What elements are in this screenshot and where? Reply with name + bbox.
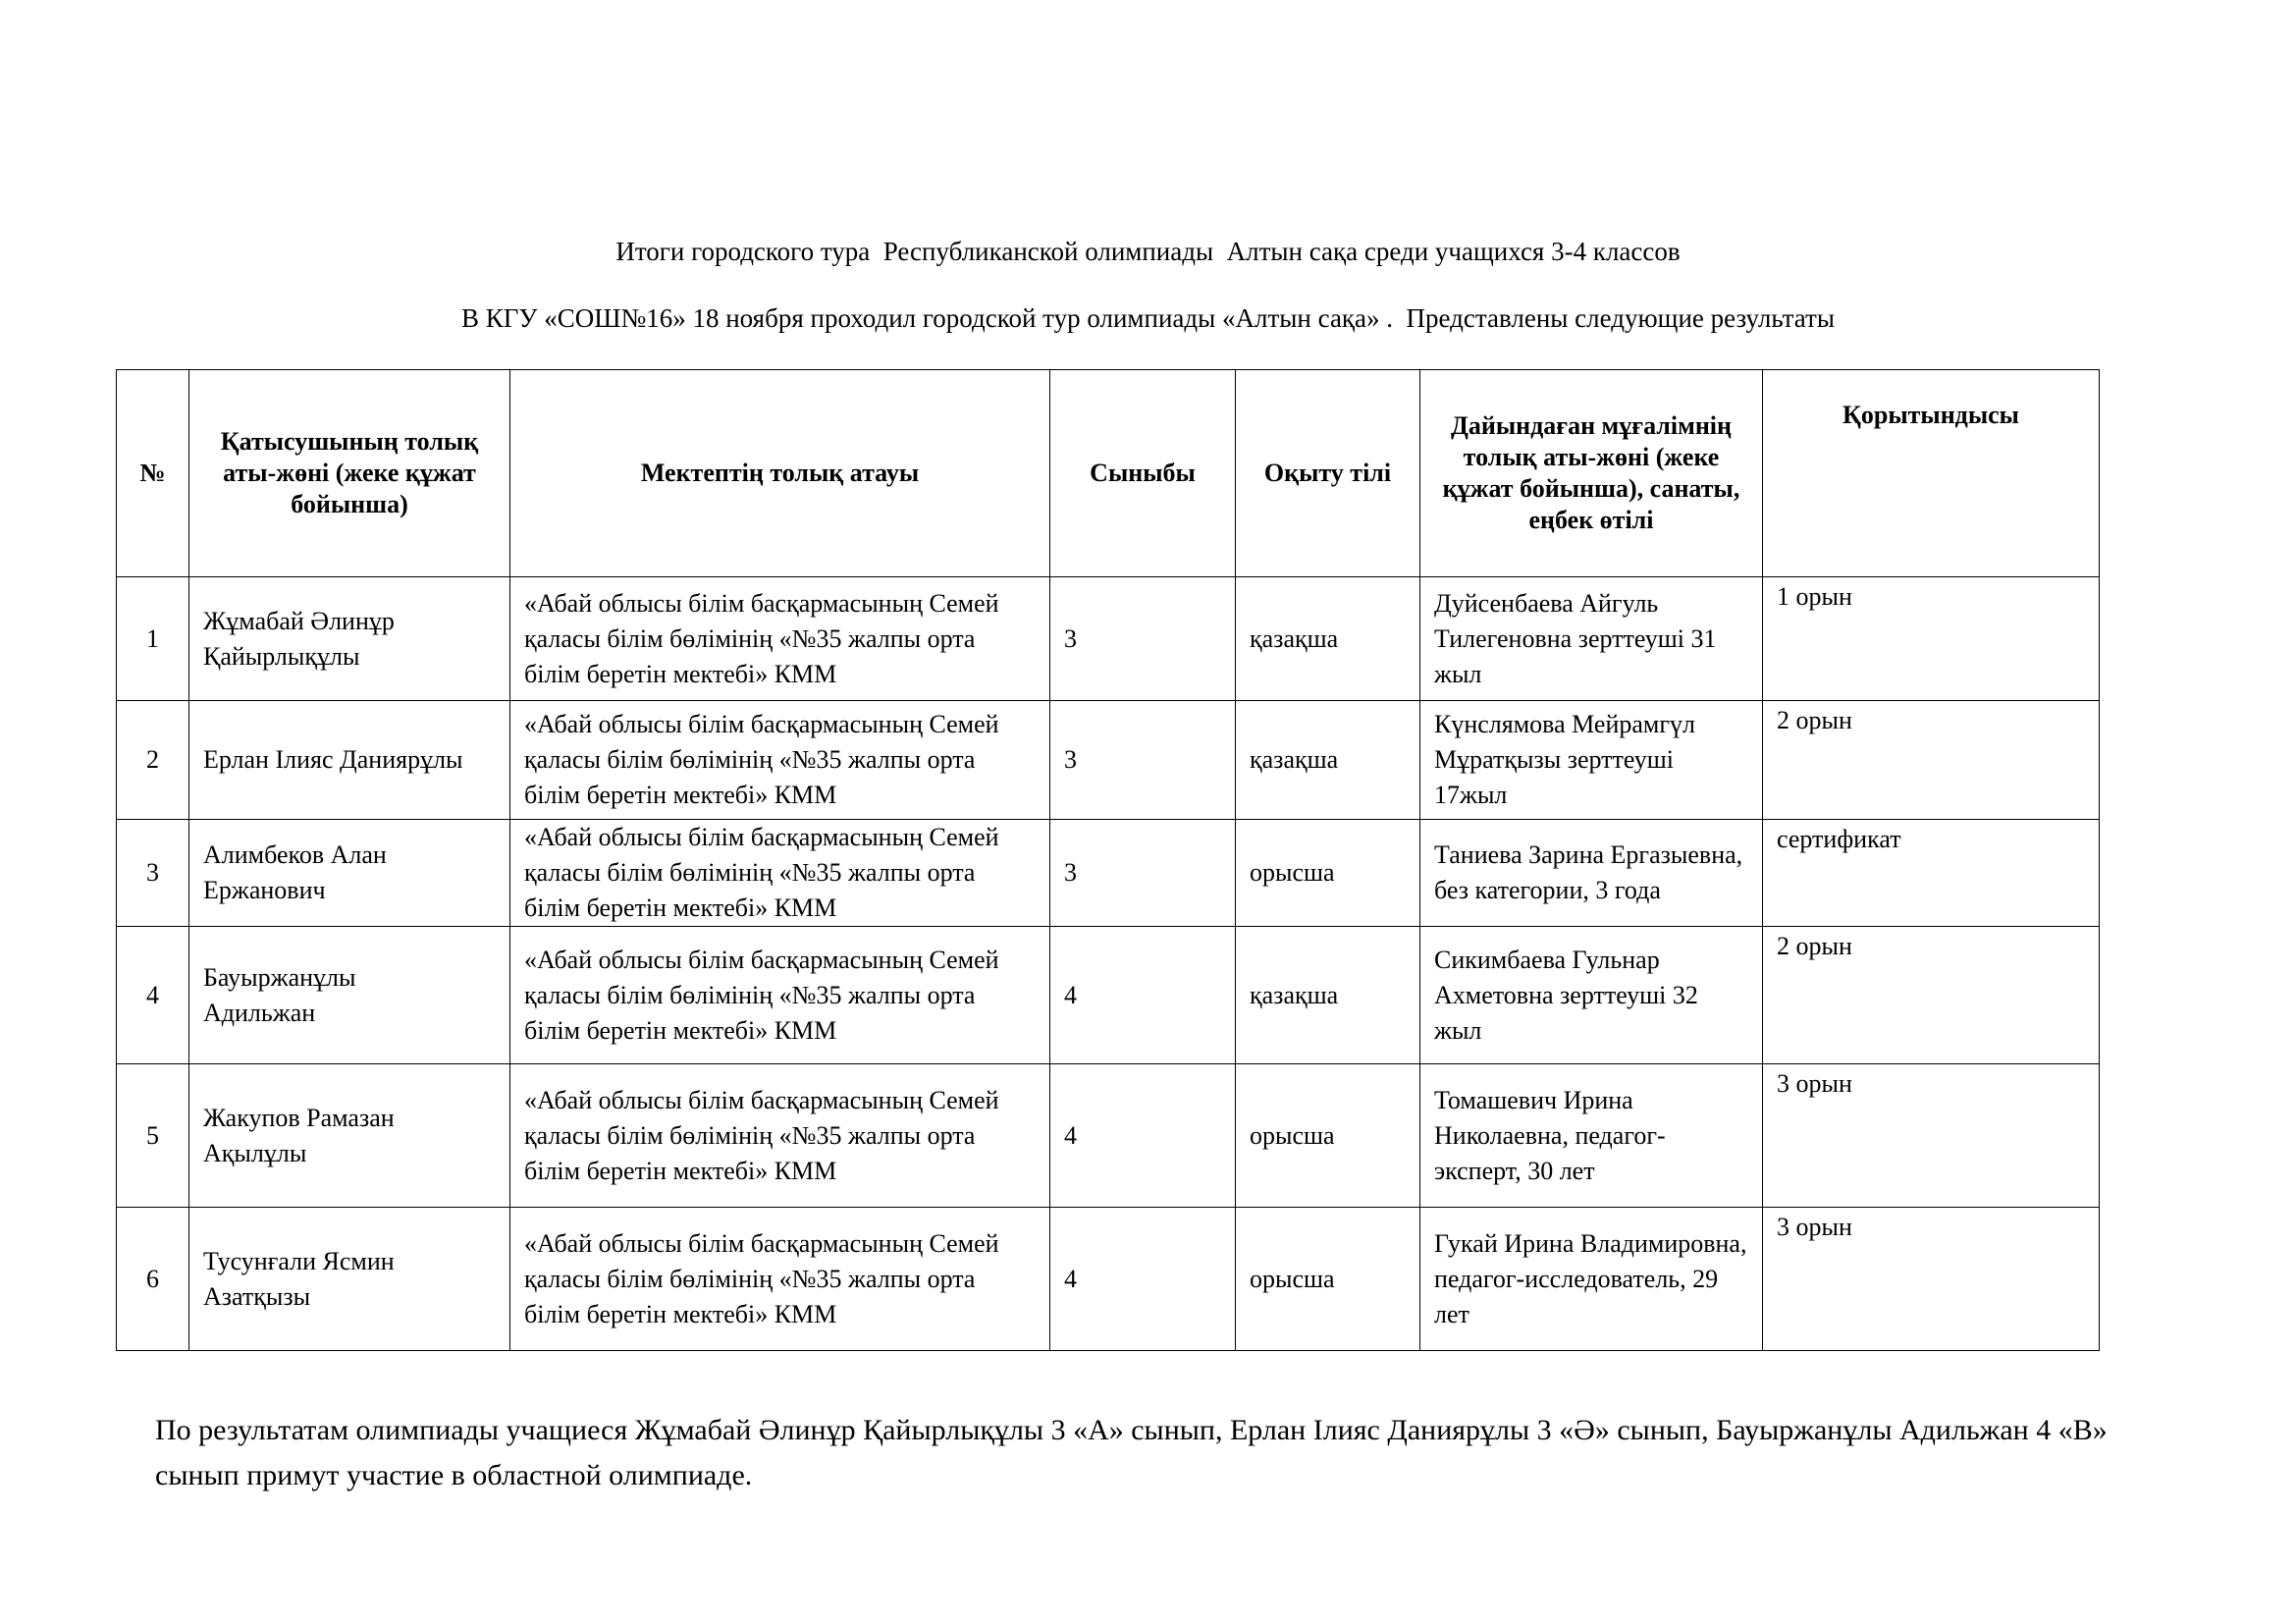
- school-name: «Абай облысы білім басқармасының Семей қаласы білім бөлімінің «№35 жалпы орта білім беретін мектебі» КММ: [510, 927, 1050, 1064]
- school-name: «Абай облысы білім басқармасының Семей қаласы білім бөлімінің «№35 жалпы орта білім беретін мектебі» КММ: [510, 577, 1050, 701]
- result: 3 орын: [1763, 1208, 2100, 1351]
- result: 1 орын: [1763, 577, 2100, 701]
- row-number: 5: [117, 1064, 189, 1208]
- row-number: 1: [117, 577, 189, 701]
- table-row: [117, 577, 2100, 701]
- conclusion-paragraph: По результатам олимпиады учащиеся Жұмабай Әлинұр Қайырлықұлы 3 «А» сынып, Ерлан Ілияс Даниярұлы 3 «Ә» сынып, Бауыржанұлы Адильжан 4 «В» сынып примут участие в областной олимпиаде.: [155, 1414, 2108, 1491]
- teacher: Күнслямова Мейрамгүл Мұратқызы зерттеуші 17жыл: [1420, 701, 1763, 820]
- header-participant-name: Қатысушының толық аты-жөні (жеке құжат бойынша): [189, 370, 510, 577]
- result: 2 орын: [1763, 927, 2100, 1064]
- language: қазақша: [1236, 701, 1420, 820]
- header-number: №: [117, 370, 189, 577]
- grade: 4: [1050, 927, 1236, 1064]
- teacher: Дуйсенбаева Айгуль Тилегеновна зерттеуші 31 жыл: [1420, 577, 1763, 701]
- header-teacher: Дайындаған мұғалімнің толық аты-жөні (жеке құжат бойынша), санаты, еңбек өтілі: [1420, 370, 1763, 577]
- grade: 3: [1050, 701, 1236, 820]
- language: орысша: [1236, 1208, 1420, 1351]
- language: орысша: [1236, 820, 1420, 927]
- participant-name: Жакупов Рамазан Ақылұлы: [189, 1064, 510, 1208]
- school-name: «Абай облысы білім басқармасының Семей қаласы білім бөлімінің «№35 жалпы орта білім беретін мектебі» КММ: [510, 701, 1050, 820]
- header-grade: Сыныбы: [1050, 370, 1236, 577]
- row-number: 2: [117, 701, 189, 820]
- header-language: Оқыту тілі: [1236, 370, 1420, 577]
- grade: 3: [1050, 577, 1236, 701]
- school-name: «Абай облысы білім басқармасының Семей қаласы білім бөлімінің «№35 жалпы орта білім беретін мектебі» КММ: [510, 1064, 1050, 1208]
- document-subtitle: В КГУ «СОШ№16» 18 ноября проходил городской тур олимпиады «Алтын сақа» . Представлены следующие результаты: [460, 303, 1835, 333]
- grade: 4: [1050, 1064, 1236, 1208]
- teacher: Сикимбаева Гульнар Ахметовна зерттеуші 32 жыл: [1420, 927, 1763, 1064]
- table-row: [117, 927, 2100, 1064]
- result: 3 орын: [1763, 1064, 2100, 1208]
- participant-name: Жұмабай Әлинұр Қайырлықұлы: [189, 577, 510, 701]
- participant-name: Бауыржанұлы Адильжан: [189, 927, 510, 1064]
- table-row: [117, 1208, 2100, 1351]
- row-number: 6: [117, 1208, 189, 1351]
- header-school-name: Мектептің толық атауы: [510, 370, 1050, 577]
- language: қазақша: [1236, 577, 1420, 701]
- participant-name: Тусунғали Ясмин Азатқызы: [189, 1208, 510, 1351]
- row-number: 3: [117, 820, 189, 927]
- table-header-row: [117, 370, 2100, 577]
- participant-name: Ерлан Ілияс Даниярұлы: [189, 701, 510, 820]
- language: орысша: [1236, 1064, 1420, 1208]
- table-row: [117, 1064, 2100, 1208]
- grade: 3: [1050, 820, 1236, 927]
- result: сертификат: [1763, 820, 2100, 927]
- table-row: [117, 701, 2100, 820]
- result: 2 орын: [1763, 701, 2100, 820]
- school-name: «Абай облысы білім басқармасының Семей қаласы білім бөлімінің «№35 жалпы орта білім беретін мектебі» КММ: [510, 820, 1050, 927]
- header-result: Қорытындысы: [1763, 370, 2100, 577]
- teacher: Гукай Ирина Владимировна, педагог-исследователь, 29 лет: [1420, 1208, 1763, 1351]
- participant-name: Алимбеков Алан Ержанович: [189, 820, 510, 927]
- results-table: [116, 369, 2100, 1351]
- row-number: 4: [117, 927, 189, 1064]
- language: қазақша: [1236, 927, 1420, 1064]
- teacher: Томашевич Ирина Николаевна, педагог-эксперт, 30 лет: [1420, 1064, 1763, 1208]
- teacher: Таниева Зарина Ергазыевна, без категории, 3 года: [1420, 820, 1763, 927]
- document-title: Итоги городского тура Республиканской олимпиады Алтын сақа среди учащихся 3-4 классов: [615, 237, 1681, 266]
- school-name: «Абай облысы білім басқармасының Семей қаласы білім бөлімінің «№35 жалпы орта білім беретін мектебі» КММ: [510, 1208, 1050, 1351]
- grade: 4: [1050, 1208, 1236, 1351]
- table-row: [117, 820, 2100, 927]
